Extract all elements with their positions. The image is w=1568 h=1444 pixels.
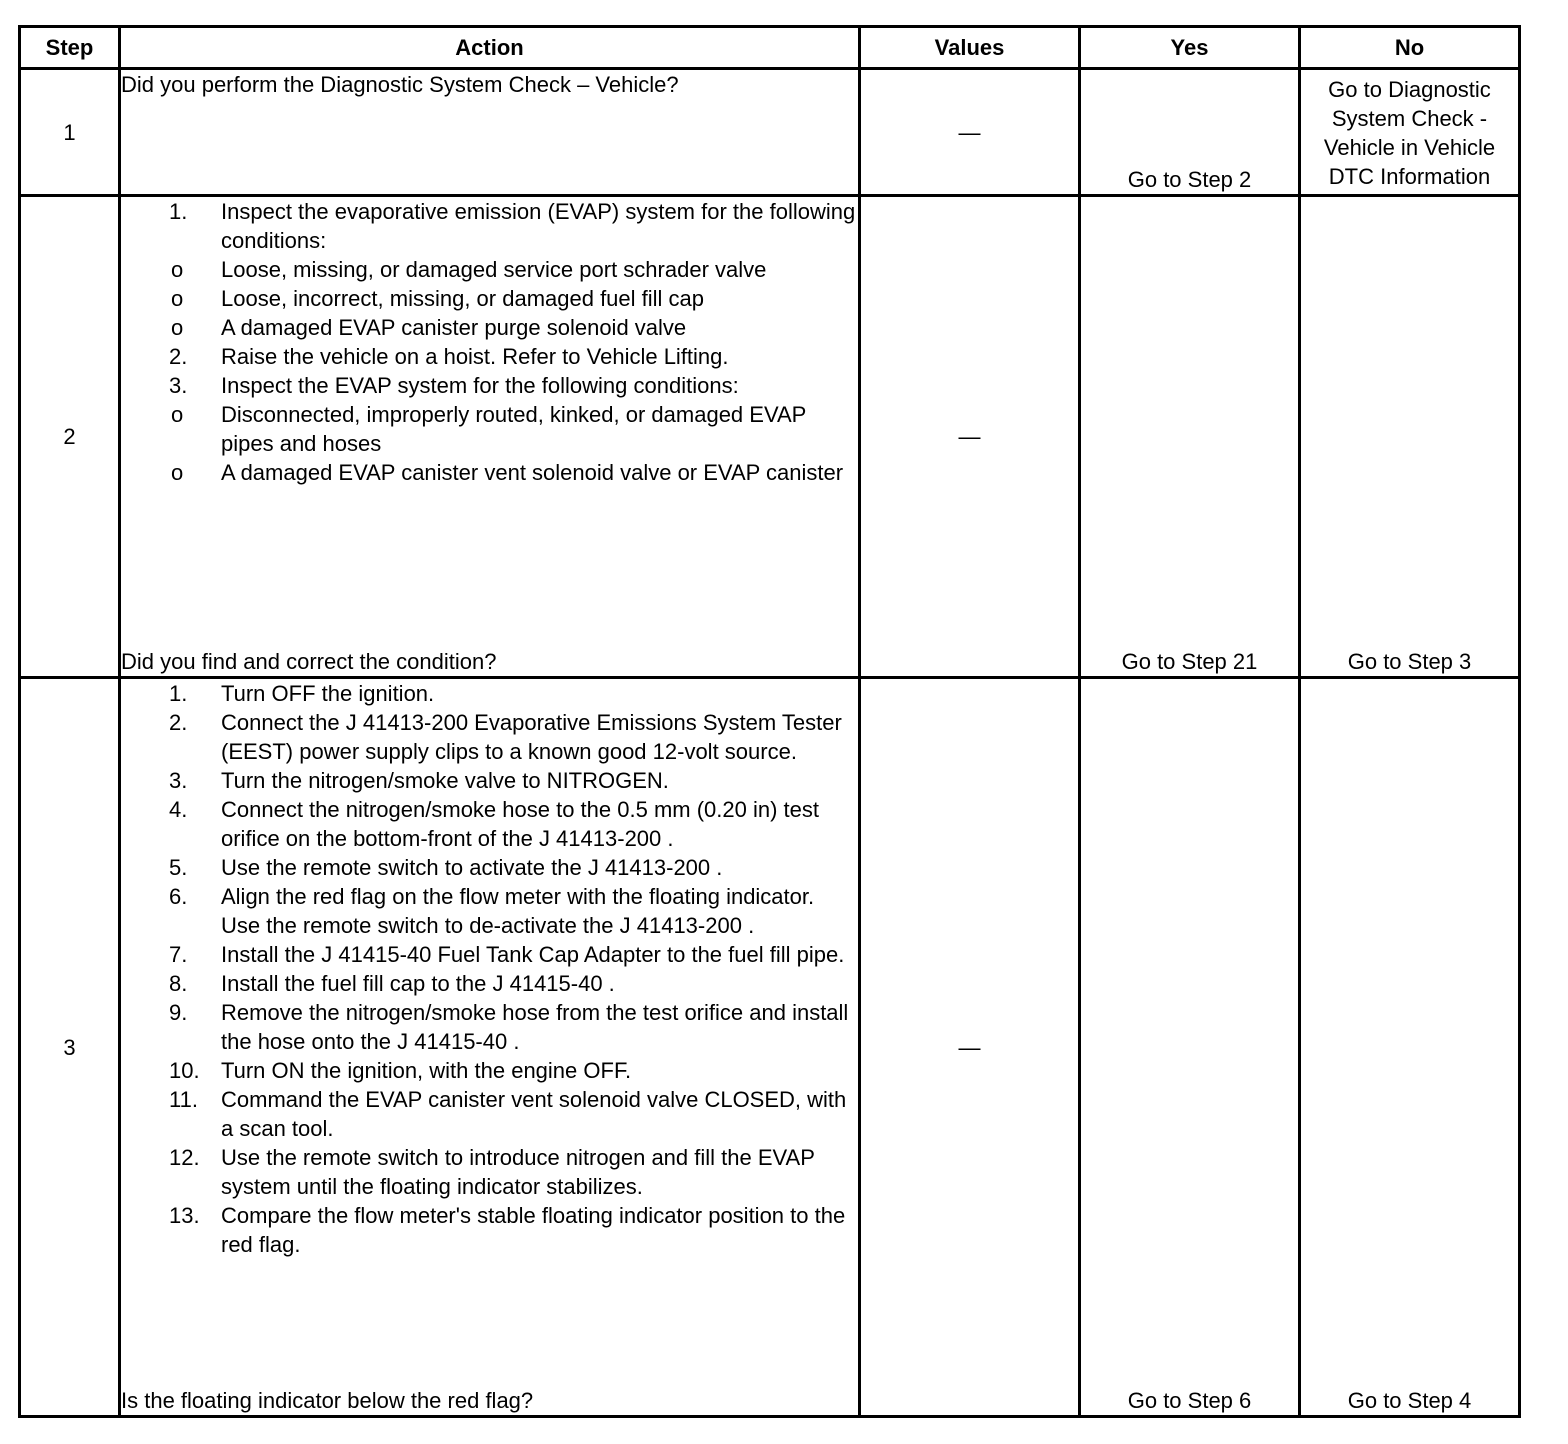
table-row [18,67,1521,194]
item-text: Align the red flag on the flow meter with the floating indicator. Use the remote switch to de-activate the J 41413-200 . [221,884,815,938]
table-row [18,676,1521,1418]
item-text: Turn the nitrogen/smoke valve to NITROGEN. [221,768,669,793]
item-number: 1. [169,199,188,224]
sub-item: o Disconnected, improperly routed, kinked, or damaged EVAP pipes and hoses [171,402,806,456]
list-item [121,1056,858,1085]
item-text: Inspect the EVAP system for the following conditions: [221,373,739,398]
item-text: Use the remote switch to activate the J 41413-200 . [221,855,723,880]
header-action: Action [118,25,858,67]
list-item [121,969,858,998]
sub-list [121,255,858,342]
action-cell [118,676,858,1418]
item-number: 12. [169,1145,200,1170]
item-number: 3. [169,373,188,398]
step-number: 1 [18,67,118,194]
header-yes: Yes [1078,25,1298,67]
item-text: Turn OFF the ignition. [221,681,435,706]
procedure-list [121,342,858,400]
sub-item: o A damaged EVAP canister purge solenoid valve [171,315,687,340]
sub-item: o Loose, missing, or damaged service port schrader valve [171,257,767,282]
header-no: No [1298,25,1521,67]
no-cell: Go to Step 3 [1298,194,1521,676]
sub-item: o A damaged EVAP canister vent solenoid valve or EVAP canister [171,460,844,485]
value-cell: — [858,194,1078,676]
no-cell: Go to Step 4 [1298,676,1521,1418]
question-text: Did you find and correct the condition? [121,649,497,674]
sub-item: o Loose, incorrect, missing, or damaged fuel fill cap [171,286,705,311]
list-item [121,882,858,940]
item-number: 11. [169,1087,198,1112]
item-text: Install the fuel fill cap to the J 41415-40 . [221,971,615,996]
item-text: Compare the flow meter's stable floating indicator position to the red flag. [221,1203,846,1257]
item-number: 5. [169,855,188,880]
item-text: Command the EVAP canister vent solenoid valve CLOSED, with a scan tool. [221,1087,847,1141]
question-text: Did you perform the Diagnostic System Check – Vehicle? [121,72,679,97]
item-text: Remove the nitrogen/smoke hose from the test orifice and install the hose onto the J 41415-40 . [221,1000,849,1054]
sub-list [121,400,858,487]
header-row [18,25,1521,67]
item-number: 1. [169,681,188,706]
step-number: 2 [18,194,118,676]
list-item [121,1085,858,1143]
item-text: Turn ON the ignition, with the engine OFF. [221,1058,632,1083]
list-item [121,1143,858,1201]
item-text: Connect the nitrogen/smoke hose to the 0.5 mm (0.20 in) test orifice on the bottom-front of the J 41413-200 . [221,797,819,851]
yes-cell: Go to Step 21 [1078,194,1298,676]
list-item [121,998,858,1056]
step-number: 3 [18,676,118,1418]
list-item [121,795,858,853]
procedure-list [121,679,858,1259]
item-text: Raise the vehicle on a hoist. Refer to Vehicle Lifting. [221,344,729,369]
item-text: Inspect the evaporative emission (EVAP) system for the following conditions: [221,199,856,253]
action-cell [118,194,858,676]
value-cell: — [858,67,1078,194]
item-text: Install the J 41415-40 Fuel Tank Cap Adapter to the fuel fill pipe. [221,942,845,967]
bullet: o [171,460,184,485]
list-item [121,853,858,882]
question-text: Is the floating indicator below the red flag? [121,1388,534,1413]
list-item [121,371,858,400]
list-item [121,679,858,708]
item-text: Connect the J 41413-200 Evaporative Emissions System Tester (EEST) power supply clips to a known good 12-volt source. [221,710,842,764]
yes-cell: Go to Step 2 [1078,67,1298,194]
table-row [18,194,1521,676]
item-number: 6. [169,884,188,909]
bullet: o [171,402,184,427]
list-item [121,1201,858,1259]
item-number: 9. [169,1000,188,1025]
header-step: Step [18,25,118,67]
list-item [121,940,858,969]
procedure-list [121,197,858,255]
item-number: 13. [169,1203,200,1228]
bullet: o [171,257,184,282]
bullet: o [171,315,184,340]
item-number: 7. [169,942,188,967]
item-number: 10. [169,1058,200,1083]
item-number: 4. [169,797,188,822]
item-number: 8. [169,971,188,996]
item-number: 3. [169,768,188,793]
yes-cell: Go to Step 6 [1078,676,1298,1418]
list-item [121,766,858,795]
bullet: o [171,286,184,311]
item-number: 2. [169,344,188,369]
item-number: 2. [169,710,188,735]
header-values: Values [858,25,1078,67]
list-item [121,708,858,766]
diagnostic-table [18,25,1521,1418]
action-cell [118,67,858,194]
no-text: Go to Diagnostic System Check - Vehicle in Vehicle DTC Information [1323,77,1496,189]
no-cell [1298,67,1521,194]
value-cell: — [858,676,1078,1418]
list-item [121,342,858,371]
list-item [121,197,858,255]
item-text: Use the remote switch to introduce nitrogen and fill the EVAP system until the floating indicator stabilizes. [221,1145,815,1199]
